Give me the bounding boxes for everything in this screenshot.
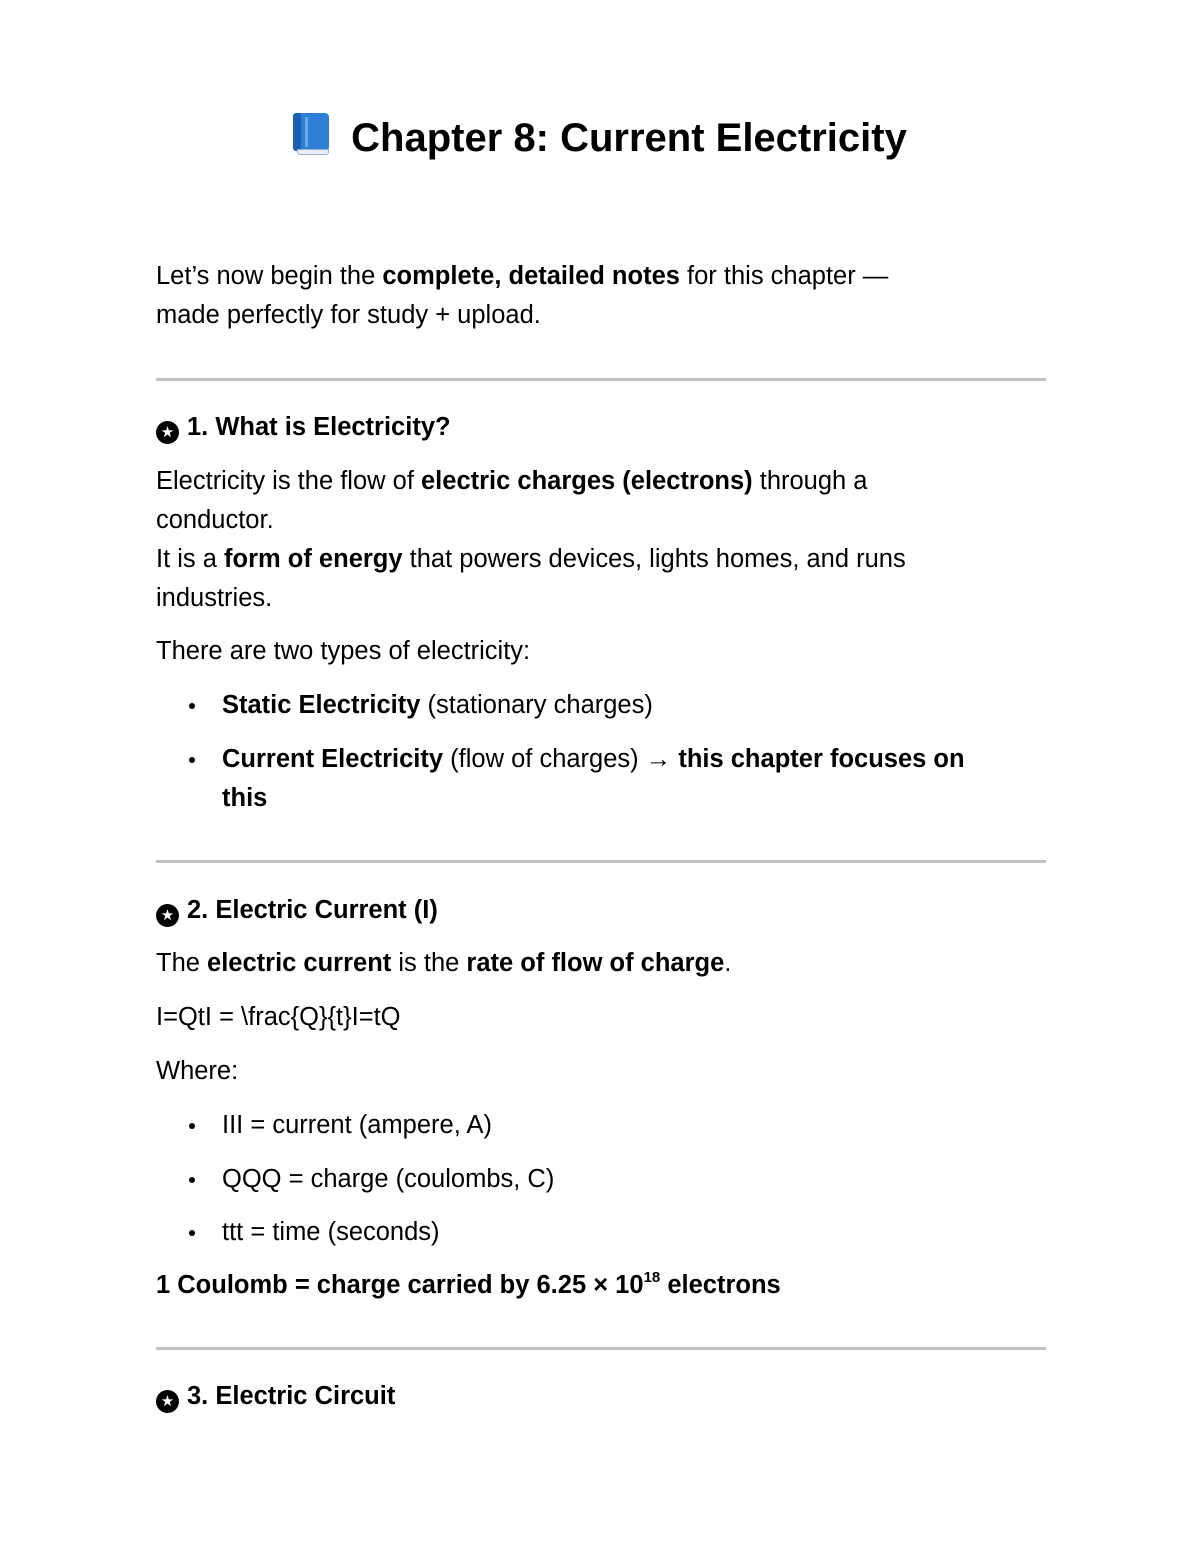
text: (flow of charges) → xyxy=(443,745,679,773)
list-item xyxy=(156,740,1046,818)
section-2-definition xyxy=(156,944,1046,983)
variables-list xyxy=(156,1106,1046,1145)
list-item xyxy=(156,1160,1046,1199)
paragraph: conductor. xyxy=(156,506,274,534)
divider xyxy=(156,378,1046,381)
title-text: Chapter 8: Current Electricity xyxy=(351,116,907,160)
star-circle-icon: ★ xyxy=(156,1390,179,1413)
section-heading-text: 2. Electric Current (I) xyxy=(187,896,438,924)
section-heading-text: 3. Electric Circuit xyxy=(187,1382,396,1410)
page-title xyxy=(0,110,1200,166)
section-1-body xyxy=(156,462,1046,618)
divider xyxy=(156,860,1046,863)
text: through a xyxy=(752,467,868,495)
section-heading-text: 1. What is Electricity? xyxy=(187,413,451,441)
section-heading-1 xyxy=(156,408,451,447)
intro-paragraph xyxy=(156,257,1046,335)
text: III = current (ampere, A) xyxy=(222,1111,492,1139)
types-list-2 xyxy=(156,740,1046,818)
bullet-dot xyxy=(189,1230,195,1236)
types-intro xyxy=(156,632,1046,671)
text: (stationary charges) xyxy=(420,691,653,719)
bullet-dot xyxy=(189,757,195,763)
paragraph xyxy=(156,540,1046,579)
bold-text: Current Electricity xyxy=(222,745,444,773)
formula xyxy=(156,998,1046,1037)
bold-text: Static Electricity xyxy=(222,691,421,719)
list-item xyxy=(156,1213,1046,1252)
bold-text: this xyxy=(222,784,268,812)
intro-text: for this chapter — xyxy=(679,262,889,290)
where-label xyxy=(156,1052,1046,1091)
bold-text: form of energy xyxy=(224,545,403,573)
variables-list xyxy=(156,1213,1046,1252)
star-circle-icon: ★ xyxy=(156,421,179,444)
bullet-dot xyxy=(189,1177,195,1183)
paragraph: industries. xyxy=(156,584,273,612)
bullet-dot xyxy=(189,703,195,709)
paragraph: There are two types of electricity: xyxy=(156,637,531,665)
paragraph xyxy=(156,1266,1046,1305)
bold-text: this chapter focuses on xyxy=(678,745,965,773)
paragraph xyxy=(156,944,1046,983)
blue-book-icon xyxy=(293,113,329,157)
bold-text: rate of flow of charge xyxy=(466,949,725,977)
list-item xyxy=(156,686,1046,725)
bullet-dot xyxy=(189,1123,195,1129)
text: 1 Coulomb = charge carried by 6.25 × 10 xyxy=(156,1271,644,1299)
types-list xyxy=(156,686,1046,725)
star-circle-icon: ★ xyxy=(156,904,179,927)
intro-text: Let’s now begin the xyxy=(156,262,383,290)
text: It is a xyxy=(156,545,225,573)
intro-line-1 xyxy=(156,257,1046,296)
bold-text: electric current xyxy=(207,949,392,977)
text: ttt = time (seconds) xyxy=(222,1218,440,1246)
formula-text: I=QtI = \frac{Q}{t}I=tQ xyxy=(156,1003,401,1031)
text: . xyxy=(724,949,732,977)
intro-line-2: made perfectly for study + upload. xyxy=(156,301,541,329)
superscript: 18 xyxy=(643,1269,661,1286)
paragraph xyxy=(156,462,1046,501)
coulomb-fact xyxy=(156,1266,1046,1305)
text: The xyxy=(156,949,208,977)
section-heading-2 xyxy=(156,891,438,930)
paragraph: Where: xyxy=(156,1057,239,1085)
variables-list xyxy=(156,1160,1046,1199)
text: Electricity is the flow of xyxy=(156,467,421,495)
text: is the xyxy=(391,949,467,977)
section-heading-3 xyxy=(156,1377,395,1416)
intro-bold: complete, detailed notes xyxy=(382,262,680,290)
bold-text: electric charges (electrons) xyxy=(421,467,753,495)
divider xyxy=(156,1347,1046,1350)
text: electrons xyxy=(660,1271,781,1299)
text: that powers devices, lights homes, and runs xyxy=(402,545,906,573)
text: QQQ = charge (coulombs, C) xyxy=(222,1165,555,1193)
list-item xyxy=(156,1106,1046,1145)
